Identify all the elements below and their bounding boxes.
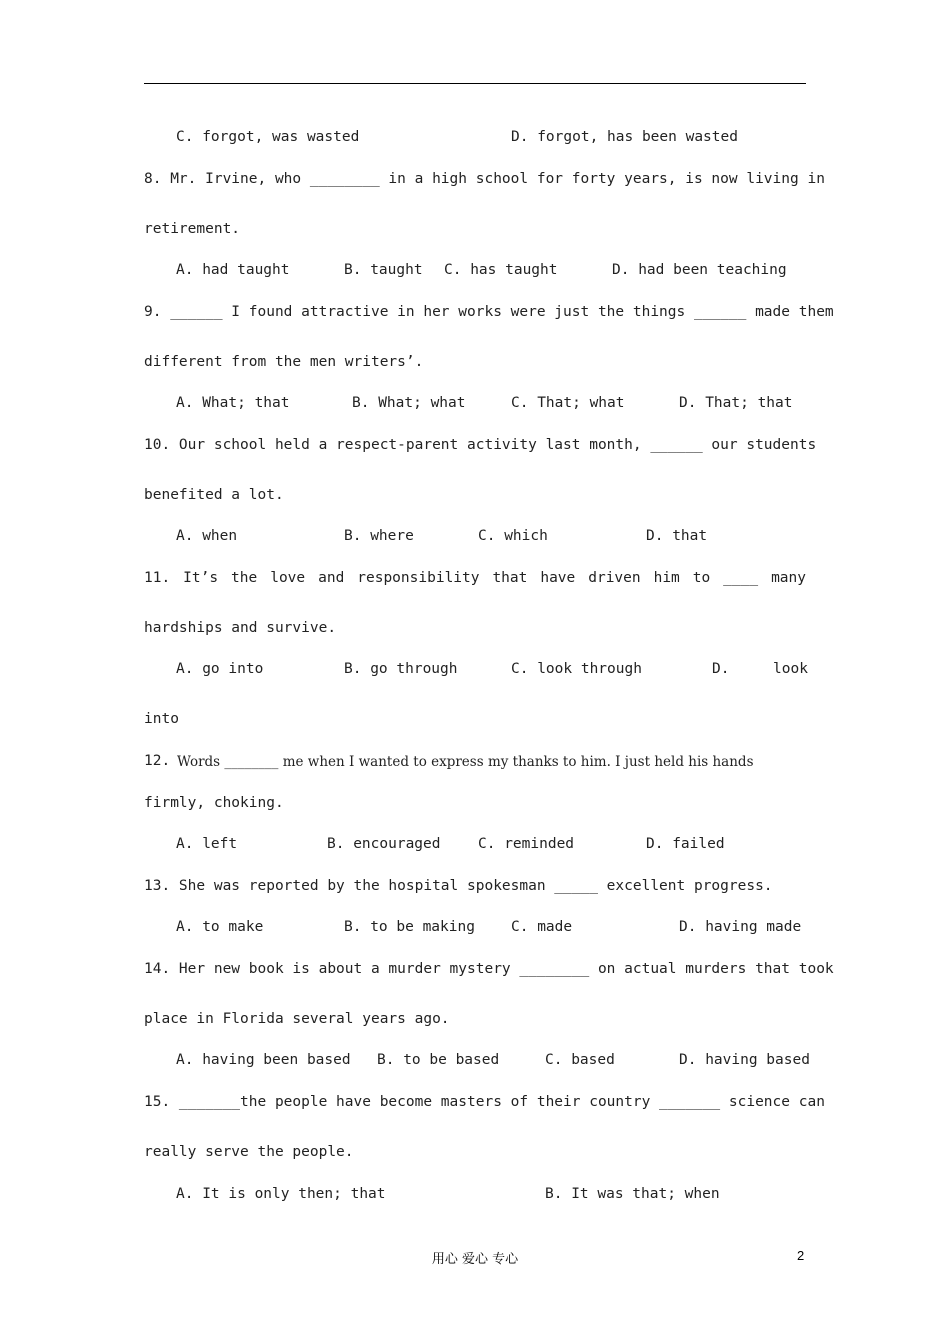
q8-option-d: D. had been teaching xyxy=(612,262,787,278)
q13-option-c: C. made xyxy=(511,919,573,935)
q8-option-c: C. has taught xyxy=(444,262,558,278)
q7-options-row xyxy=(176,126,806,148)
q11-option-c: C. look through xyxy=(511,661,642,677)
q10-options-row xyxy=(176,525,806,547)
q14-option-b: B. to be based xyxy=(377,1052,500,1068)
q10-stem-line2: benefited a lot. xyxy=(144,487,284,503)
q15-option-a: A. It is only then; that xyxy=(176,1186,386,1202)
q8-stem-line2: retirement. xyxy=(144,221,241,237)
q8-stem-line1: 8. Mr. Irvine, who ________ in a high school for forty years, is now living in xyxy=(144,171,825,187)
q7-option-c: C. forgot, was wasted xyxy=(176,129,360,145)
q14-stem-line2: place in Florida several years ago. xyxy=(144,1011,450,1027)
q9-options-row xyxy=(176,392,806,414)
q11-option-d-continued: look xyxy=(773,661,808,677)
q12-option-d: D. failed xyxy=(646,836,725,852)
q10-option-c: C. which xyxy=(478,528,548,544)
footer-slogan: 用心 爱心 专心 xyxy=(431,1252,519,1267)
q9-option-d: D. That; that xyxy=(679,395,793,411)
q15-stem-line2: really serve the people. xyxy=(144,1144,354,1160)
q10-option-b: B. where xyxy=(344,528,414,544)
header-rule xyxy=(144,83,806,84)
q10-option-d: D. that xyxy=(646,528,708,544)
page-number: 2 xyxy=(797,1248,805,1263)
q8-options-row xyxy=(176,259,806,281)
q14-option-a: A. having been based xyxy=(176,1052,351,1068)
q13-option-b: B. to be making xyxy=(344,919,475,935)
q8-option-a: A. had taught xyxy=(176,262,290,278)
q12-number: 12. xyxy=(144,753,171,769)
q7-option-d: D. forgot, has been wasted xyxy=(511,129,738,145)
q11-option-b: B. go through xyxy=(344,661,458,677)
q10-option-a: A. when xyxy=(176,528,238,544)
q9-option-a: A. What; that xyxy=(176,395,290,411)
q9-option-b: B. What; what xyxy=(352,395,466,411)
q12-option-b: B. encouraged xyxy=(327,836,441,852)
q14-options-row xyxy=(176,1049,810,1071)
q9-stem-line1: 9. ______ I found attractive in her works were just the things ______ made them xyxy=(144,304,834,320)
q11-option-d: D. xyxy=(712,661,730,677)
q12-stem-line2: firmly, choking. xyxy=(144,795,284,811)
q9-stem-line2: different from the men writers’. xyxy=(144,354,424,370)
q12-stem-text: Words ________ me when I wanted to express my thanks to him. I just held his hands xyxy=(177,754,754,770)
q13-option-a: A. to make xyxy=(176,919,264,935)
q15-option-b: B. It was that; when xyxy=(545,1186,720,1202)
q11-options-row xyxy=(176,658,806,680)
q11-option-d-wrap: into xyxy=(144,711,179,727)
q11-stem-line2: hardships and survive. xyxy=(144,620,337,636)
q13-stem-line1: 13. She was reported by the hospital spokesman _____ excellent progress. xyxy=(144,878,773,894)
q9-option-c: C. That; what xyxy=(511,395,625,411)
q14-option-d: D. having based xyxy=(679,1052,810,1068)
q12-options-row xyxy=(176,833,806,855)
q11-stem-line1: 11. It’s the love and responsibility that have driven him to ____ many xyxy=(144,570,806,586)
q11-option-a: A. go into xyxy=(176,661,264,677)
q14-option-c: C. based xyxy=(545,1052,615,1068)
q13-option-d: D. having made xyxy=(679,919,802,935)
q8-option-b: B. taught xyxy=(344,262,423,278)
q15-stem-line1: 15. _______the people have become masters of their country _______ science can xyxy=(144,1094,825,1110)
q12-option-a: A. left xyxy=(176,836,238,852)
q10-stem-line1: 10. Our school held a respect-parent activity last month, ______ our students xyxy=(144,437,817,453)
q15-options-row xyxy=(176,1183,806,1205)
q13-options-row xyxy=(176,916,806,938)
q12-stem-line1 xyxy=(144,750,806,772)
q14-stem-line1: 14. Her new book is about a murder mystery ________ on actual murders that took xyxy=(144,961,834,977)
q12-option-c: C. reminded xyxy=(478,836,575,852)
